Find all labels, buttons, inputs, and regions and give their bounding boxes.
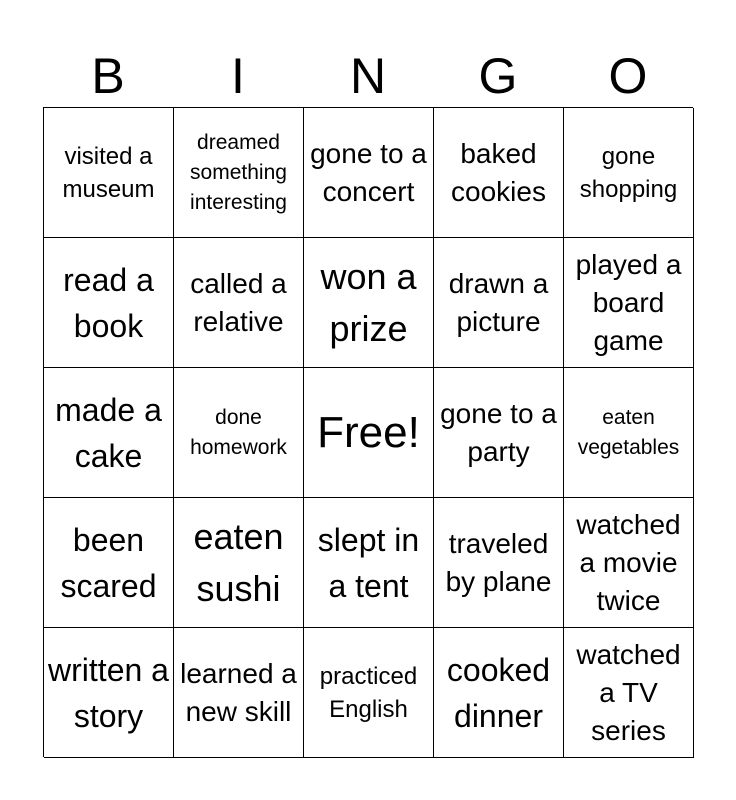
bingo-cell[interactable]	[304, 108, 434, 238]
bingo-free-cell[interactable]	[304, 368, 434, 498]
bingo-cell-text: learned a new skill	[180, 657, 297, 727]
bingo-cell[interactable]	[434, 498, 564, 628]
bingo-cell-text: cooked dinner	[446, 651, 551, 734]
header-letter-b: B	[91, 48, 125, 104]
bingo-cell[interactable]	[174, 238, 304, 368]
bingo-cell[interactable]	[174, 628, 304, 758]
bingo-cell-text: gone to a party	[440, 397, 557, 467]
bingo-cell[interactable]	[304, 498, 434, 628]
bingo-cell-text: been scared	[60, 521, 157, 604]
bingo-cell-text: baked cookies	[451, 137, 546, 207]
bingo-cell-text: won a prize	[320, 255, 417, 349]
bingo-cell[interactable]	[304, 238, 434, 368]
bingo-header	[43, 46, 693, 106]
bingo-cell[interactable]	[44, 628, 174, 758]
bingo-cell-text: made a cake	[55, 391, 162, 474]
bingo-cell[interactable]	[564, 498, 694, 628]
bingo-board	[43, 107, 693, 757]
bingo-cell-text: visited a museum	[62, 142, 155, 203]
bingo-cell[interactable]	[44, 368, 174, 498]
bingo-cell[interactable]	[44, 238, 174, 368]
bingo-cell-text: eaten sushi	[193, 515, 284, 609]
bingo-cell-text: watched a TV series	[576, 638, 681, 746]
bingo-cell[interactable]	[44, 498, 174, 628]
bingo-cell[interactable]	[174, 498, 304, 628]
bingo-cell[interactable]	[434, 368, 564, 498]
bingo-cell-text: gone shopping	[579, 142, 678, 203]
bingo-cell[interactable]	[564, 238, 694, 368]
bingo-cell[interactable]	[564, 368, 694, 498]
bingo-cell[interactable]	[304, 628, 434, 758]
bingo-cell-text: dreamed something interesting	[190, 130, 287, 214]
bingo-cell-text: slept in a tent	[317, 521, 420, 604]
header-letter-i: I	[231, 48, 245, 104]
header-letter-o: O	[608, 48, 648, 104]
bingo-cell[interactable]	[564, 628, 694, 758]
header-letter-n: N	[349, 48, 387, 104]
bingo-cell[interactable]	[44, 108, 174, 238]
bingo-cell-text: called a relative	[190, 267, 287, 337]
bingo-cell[interactable]	[434, 628, 564, 758]
header-letter-g: G	[478, 48, 518, 104]
bingo-cell[interactable]	[174, 108, 304, 238]
bingo-cell-text: eaten vegetables	[577, 405, 680, 459]
bingo-cell[interactable]	[174, 368, 304, 498]
bingo-cell-text: watched a movie twice	[576, 508, 681, 616]
bingo-cell-text: played a board game	[575, 248, 682, 356]
bingo-cell[interactable]	[434, 238, 564, 368]
bingo-cell-text: written a story	[48, 651, 169, 734]
bingo-cell-text: Free!	[317, 407, 420, 457]
bingo-cell-text: practiced English	[319, 662, 418, 723]
bingo-cell[interactable]	[434, 108, 564, 238]
bingo-cell-text: gone to a concert	[310, 137, 427, 207]
bingo-cell-text: traveled by plane	[445, 527, 552, 597]
bingo-cell[interactable]	[564, 108, 694, 238]
bingo-cell-text: done homework	[190, 405, 287, 459]
bingo-cell-text: drawn a picture	[448, 267, 549, 337]
bingo-cell-text: read a book	[63, 261, 154, 344]
